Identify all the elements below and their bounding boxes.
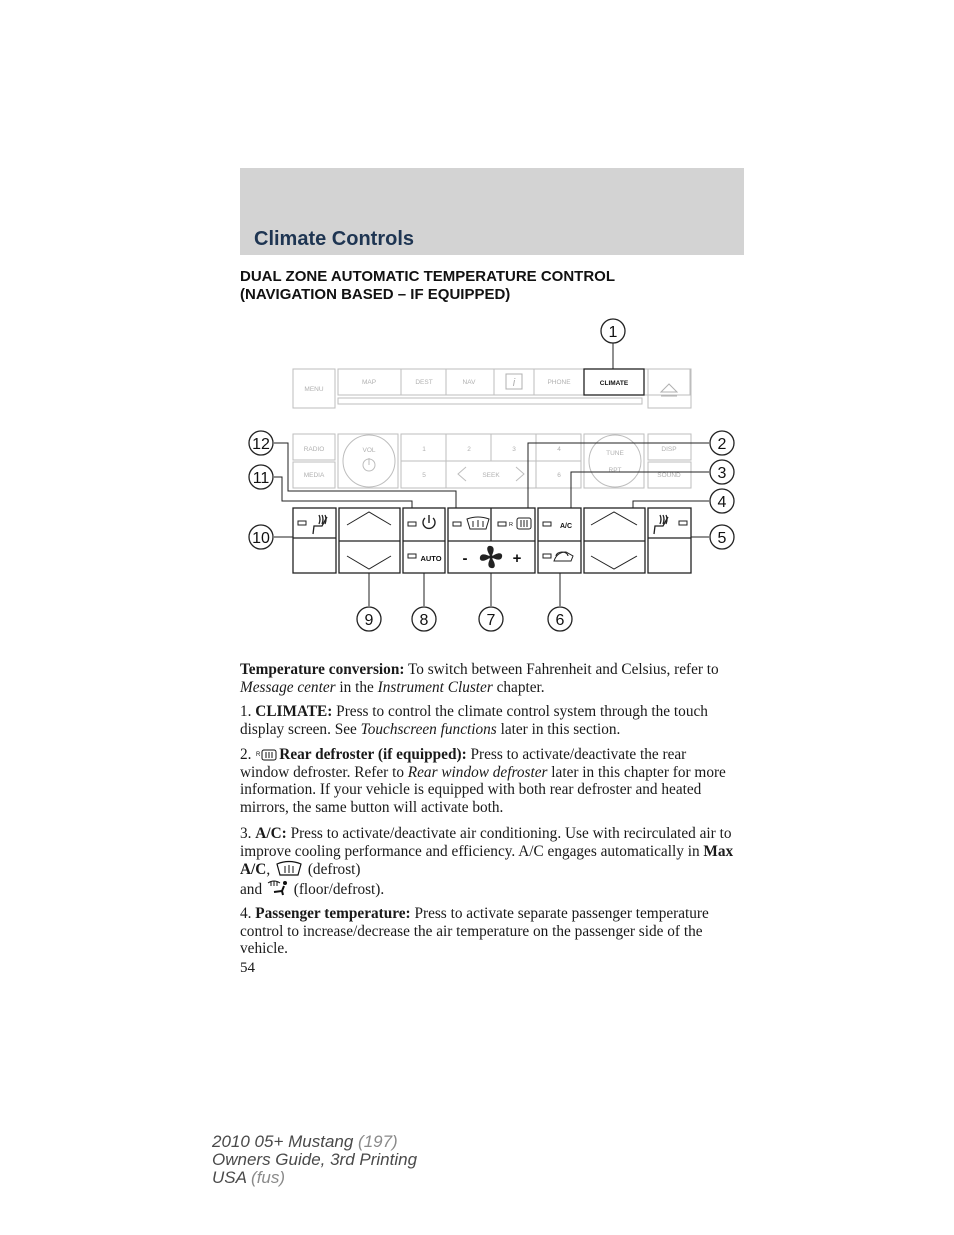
- item-3-label: A/C:: [255, 825, 287, 842]
- item-2-text2: later in this chapter for more information. If your vehicle is equipped with both rear defroster and heated mirrors, the same button will activate both.: [240, 763, 726, 816]
- item-1-text1: Press to control the climate control system through the touch display screen. See: [240, 703, 708, 738]
- temp-conversion-text1: To switch between Fahrenheit and Celsius, refer to: [404, 661, 719, 678]
- callout-8: 8: [419, 612, 429, 629]
- media-label: MEDIA: [303, 472, 325, 479]
- callout-10: 10: [252, 530, 270, 547]
- item-2-text1: Press to activate/deactivate the rear window defroster. Refer to: [240, 746, 687, 781]
- dest-label: DEST: [415, 379, 433, 386]
- max-ac-label: Max A/C: [240, 842, 734, 879]
- eject-button: [648, 369, 691, 408]
- item-2-label: Rear defroster (if equipped):: [279, 746, 467, 763]
- svg-text:i: i: [512, 377, 516, 389]
- passenger-temp-down-icon: [591, 556, 637, 569]
- item-4-text1: Press to activate separate passenger temperature control to increase/decrease the air temperature on the passenger side of the vehicle.: [240, 905, 709, 958]
- callout-7: 7: [486, 612, 496, 629]
- eject-icon: [661, 384, 677, 396]
- passenger-heated-seat-icon: [654, 515, 668, 534]
- fan-increase-label: +: [512, 550, 522, 567]
- footer: [212, 1133, 417, 1187]
- item-3-text1: Press to activate/deactivate air conditioning. Use with recirculated air to improve cooling performance and efficiency. A/C engages automatically in: [240, 825, 732, 860]
- driver-heated-seat-icon: [313, 515, 327, 534]
- passenger-heated-seat-button: [648, 508, 691, 573]
- driver-temp-up-icon: [347, 512, 391, 525]
- message-center-ref: Message center: [240, 678, 336, 696]
- recirculation-icon: [554, 552, 573, 561]
- item-3-text3: (defrost): [304, 861, 361, 879]
- radio-label: RADIO: [303, 446, 325, 453]
- subheading: [240, 268, 760, 304]
- disp-label: DISP: [661, 446, 677, 453]
- defrost-icon: [274, 860, 304, 877]
- item-3-number: 3.: [240, 825, 256, 842]
- driver-temp-down-icon: [347, 556, 391, 569]
- preset-3: 3: [512, 446, 516, 453]
- passenger-temp-up-icon: [591, 512, 637, 525]
- callout-3: 3: [717, 465, 727, 482]
- footer-guide: Owners Guide, 3rd Printing: [212, 1150, 418, 1169]
- item-3-text5: (floor/defrost).: [289, 880, 385, 898]
- subheading-line2: (NAVIGATION BASED – IF EQUIPPED): [240, 286, 511, 303]
- item-4-paragraph: [240, 905, 736, 958]
- menu-label: MENU: [304, 386, 324, 393]
- callout-4: 4: [717, 494, 727, 511]
- touchscreen-functions-ref: Touchscreen functions: [360, 720, 497, 738]
- item-4-number: 4.: [240, 905, 256, 922]
- subheading-line1: DUAL ZONE AUTOMATIC TEMPERATURE CONTROL: [240, 268, 615, 285]
- footer-model-code: (197): [353, 1132, 398, 1151]
- instrument-cluster-ref: Instrument Cluster: [377, 678, 493, 696]
- callout-9: 9: [364, 612, 374, 629]
- rpt-label: RPT: [608, 467, 622, 474]
- preset-1: 1: [422, 446, 426, 453]
- fan-decrease-label: -: [462, 550, 468, 567]
- item-1-number: 1.: [240, 703, 256, 720]
- item-2-number: 2.: [240, 746, 256, 763]
- seek-label: SEEK: [482, 472, 500, 479]
- driver-heated-seat-button: [293, 508, 336, 573]
- vol-label: VOL: [362, 447, 376, 454]
- item-4-label: Passenger temperature:: [255, 905, 411, 922]
- map-label: MAP: [361, 379, 377, 386]
- callout-12: 12: [252, 436, 270, 453]
- item-3-text4: and: [240, 880, 263, 898]
- info-icon: [506, 374, 522, 389]
- climate-control-diagram: [238, 312, 738, 642]
- callout-5: 5: [717, 530, 727, 547]
- preset-4: 4: [557, 446, 561, 453]
- callout-11: 11: [252, 470, 270, 487]
- preset-6: 6: [557, 472, 561, 479]
- footer-region: USA: [212, 1168, 247, 1187]
- callout-1: 1: [608, 324, 618, 341]
- item-2-paragraph: [240, 746, 736, 816]
- fan-icon: [480, 546, 502, 568]
- rear-defrost-icon: [517, 518, 531, 529]
- item-1-text2: later in this section.: [496, 720, 621, 738]
- preset-2: 2: [467, 446, 471, 453]
- sound-label: SOUND: [657, 472, 681, 479]
- item-1-label: CLIMATE:: [255, 703, 333, 720]
- footer-model: 2010 05+ Mustang: [212, 1132, 354, 1151]
- ac-label: A/C: [559, 523, 573, 530]
- climate-label: CLIMATE: [599, 380, 629, 387]
- power-icon: [423, 515, 435, 528]
- temp-conversion-text3: chapter.: [492, 678, 545, 696]
- phone-label: PHONE: [547, 379, 571, 386]
- page-number: 54: [240, 960, 255, 976]
- section-title: Climate Controls: [254, 228, 415, 250]
- item-1-paragraph: [240, 703, 736, 738]
- rear-r-label: R: [509, 522, 513, 528]
- rear-defrost-icon: [255, 748, 279, 762]
- rear-window-defroster-ref: Rear window defroster: [407, 763, 548, 781]
- tune-label: TUNE: [606, 450, 624, 457]
- item-3-text2: ,: [266, 861, 271, 879]
- front-defrost-icon: [467, 517, 489, 529]
- footer-region-code: (fus): [246, 1168, 286, 1187]
- temp-conversion-text2: in the: [335, 678, 378, 696]
- callout-6: 6: [555, 612, 565, 629]
- temp-conversion-label: Temperature conversion:: [240, 661, 405, 678]
- callout-2: 2: [717, 436, 727, 453]
- nav-label: NAV: [462, 379, 476, 386]
- preset-5: 5: [422, 472, 426, 479]
- floor-defrost-icon: [266, 879, 290, 897]
- item-3-paragraph: [240, 825, 736, 898]
- temp-conversion-paragraph: [240, 661, 736, 696]
- auto-label: AUTO: [420, 554, 442, 563]
- svg-text:R: R: [256, 752, 261, 758]
